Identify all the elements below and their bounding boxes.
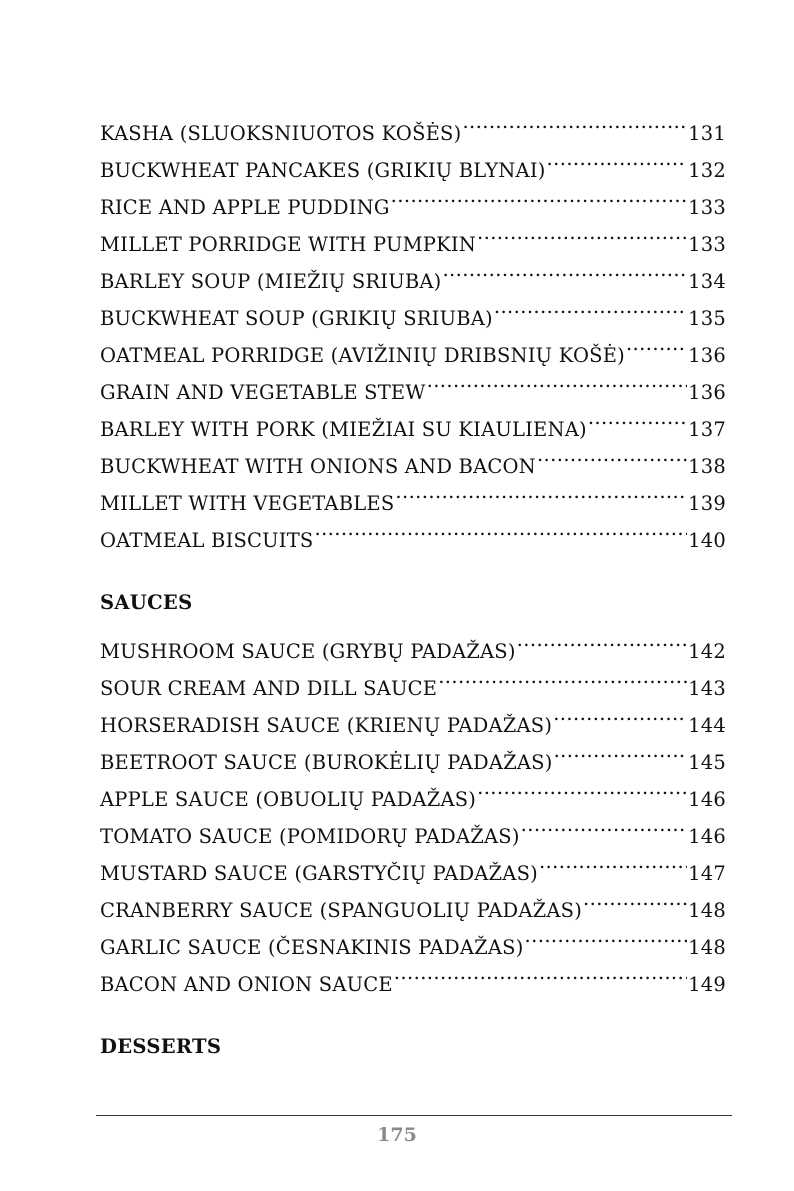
dot-leader [395,473,687,510]
dot-leader [626,325,687,362]
dot-leader [539,843,687,880]
entry-page-number: 135 [688,307,726,330]
entry-page-number: 147 [688,862,726,885]
dot-leader [442,251,687,288]
entry-title: BUCKWHEAT WITH ONIONS AND BACON [100,455,536,478]
entry-title: MUSHROOM SAUCE (GRYBŲ PADAŽAS) [100,640,516,663]
entry-title: BUCKWHEAT PANCAKES (GRIKIŲ BLYNAI) [100,159,546,182]
section-heading: DESSERTS [100,1035,222,1058]
entry-title: MUSTARD SAUCE (GARSTYČIŲ PADAŽAS) [100,862,538,885]
entry-title: KASHA (SLUOKSNIUOTOS KOŠĖS) [100,122,462,145]
page-number: 175 [377,1124,417,1146]
dot-leader [588,399,687,436]
entry-title: GRAIN AND VEGETABLE STEW [100,381,426,404]
dot-leader [391,177,688,214]
dot-leader [537,436,687,473]
entry-title: BEETROOT SAUCE (BUROKĖLIŲ PADAŽAS) [100,751,553,774]
entry-title: BARLEY SOUP (MIEŽIŲ SRIUBA) [100,270,442,293]
entry-page-number: 142 [688,640,726,663]
dot-leader [547,140,688,177]
entry-title: GARLIC SAUCE (ČESNAKINIS PADAŽAS) [100,936,524,959]
dot-leader [438,658,687,695]
dot-leader [554,732,688,769]
entry-title: MILLET WITH VEGETABLES [100,492,395,515]
dot-leader [394,954,687,991]
table-of-contents [100,103,726,1065]
entry-page-number: 140 [688,529,726,552]
entry-page-number: 149 [688,973,726,996]
toc-entry[interactable] [100,103,726,145]
entry-page-number: 132 [688,159,726,182]
entry-title: OATMEAL PORRIDGE (AVIŽINIŲ DRIBSNIŲ KOŠĖ) [100,344,625,367]
entry-page-number: 137 [688,418,726,441]
entry-title: SOUR CREAM AND DILL SAUCE [100,677,438,700]
entry-page-number: 146 [688,825,726,848]
entry-title: BACON AND ONION SAUCE [100,973,393,996]
dot-leader [462,103,687,140]
entry-title: OATMEAL BISCUITS [100,529,314,552]
dot-leader [521,806,688,843]
entry-page-number: 134 [688,270,726,293]
footer-divider [96,1115,732,1116]
entry-page-number: 133 [688,196,726,219]
entry-title: MILLET PORRIDGE WITH PUMPKIN [100,233,477,256]
entry-page-number: 144 [688,714,726,737]
entry-page-number: 136 [688,344,726,367]
entry-page-number: 143 [688,677,726,700]
entry-title: TOMATO SAUCE (POMIDORŲ PADAŽAS) [100,825,520,848]
dot-leader [583,880,687,917]
entry-title: BUCKWHEAT SOUP (GRIKIŲ SRIUBA) [100,307,493,330]
dot-leader [477,214,687,251]
entry-page-number: 148 [688,899,726,922]
dot-leader [517,621,688,658]
entry-page-number: 131 [688,122,726,145]
dot-leader [314,510,687,547]
entry-page-number: 148 [688,936,726,959]
entry-page-number: 145 [688,751,726,774]
dot-leader [477,769,687,806]
entry-page-number: 139 [688,492,726,515]
toc-entry[interactable] [100,621,726,663]
entry-title: CRANBERRY SAUCE (SPANGUOLIŲ PADAŽAS) [100,899,583,922]
entry-page-number: 133 [688,233,726,256]
entry-title: APPLE SAUCE (OBUOLIŲ PADAŽAS) [100,788,477,811]
entry-title: BARLEY WITH PORK (MIEŽIAI SU KIAULIENA) [100,418,587,441]
entry-title: HORSERADISH SAUCE (KRIENŲ PADAŽAS) [100,714,553,737]
entry-page-number: 136 [688,381,726,404]
dot-leader [494,288,687,325]
entry-title: RICE AND APPLE PUDDING [100,196,390,219]
section-heading: SAUCES [100,591,193,614]
entry-page-number: 146 [688,788,726,811]
entry-page-number: 138 [688,455,726,478]
dot-leader [427,362,688,399]
dot-leader [525,917,688,954]
dot-leader [553,695,687,732]
